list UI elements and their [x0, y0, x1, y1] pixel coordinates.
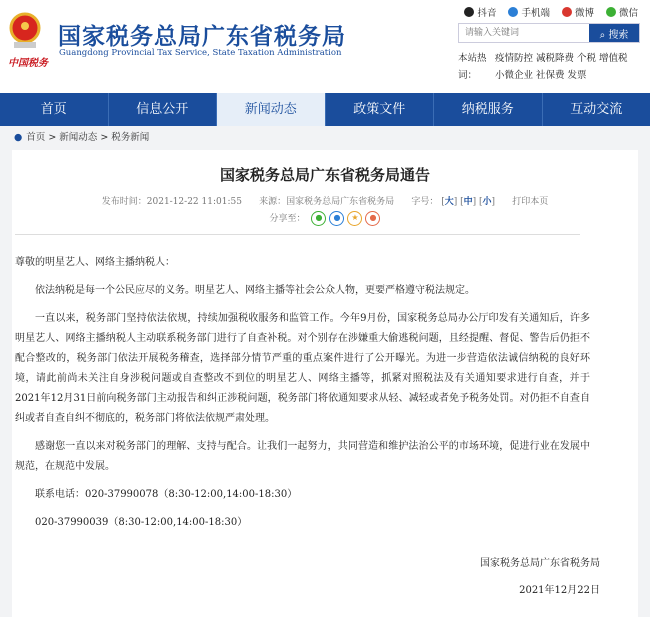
signature: 国家税务总局广东省税务局: [480, 558, 600, 569]
site-title[interactable]: 国家税务总局广东省税务局: [58, 24, 346, 50]
nav-news[interactable]: 新闻动态: [217, 93, 326, 126]
site-header: [0, 0, 650, 93]
location-pin-icon: ●: [14, 132, 23, 143]
national-emblem-icon: [6, 10, 44, 56]
douyin-icon: [464, 7, 474, 17]
article-title: 国家税务总局广东省税务局通告: [219, 166, 430, 184]
main-nav: [0, 93, 650, 126]
site-subtitle: Guangdong Provincial Tax Service, State Taxation Administration: [59, 48, 342, 58]
paragraph: 依法纳税是每一个公民应尽的义务。明星艺人、网络主播等社会公众人物，更要严格遵守税法规定。: [35, 285, 475, 296]
nav-home[interactable]: 首页: [0, 93, 109, 126]
paragraph: 一直以来，税务部门坚持依法依规，持续加强税收服务和监管工作。今年9月份，国家税务总局办公厅印发有关通知后，许多明星艺人、网络主播纳税人主动联系税务部门进行了自查补税。对个别存在涉嫌重大偷逃税问题，且经提醒、督促、警告后仍拒不配合整改的，税务部门依法开展税务稽查，选择部分情节严重的重点案件进行了公开曝光。为进一步营造依法诚信纳税的良好环境，请此前尚未关注自身涉税问题或自查整改不到位的明星艺人、网络主播等，抓紧对照税法及有关通知要求进行自查，并于2021年12月31日前向税务部门主动报告和纠正涉税问题，税务部门将依通知要求从轻、减轻或者免予税务处罚。对仍拒不自查自纠或者自查自纠不彻底的，税务部门将依法依规严肃处理。: [15, 313, 590, 424]
social-mobile[interactable]: 手机端: [508, 5, 550, 19]
weibo-share-icon[interactable]: ●: [365, 211, 380, 226]
nav-info[interactable]: 信息公开: [109, 93, 218, 126]
article-meta: 发布时间：2021-12-22 11:01:55 来源：国家税务总局广东省税务局 字号： [大] [中] [小] 打印本页: [101, 197, 549, 207]
weibo-icon: [562, 7, 572, 17]
divider: [15, 234, 580, 235]
signature-date: 2021年12月22日: [519, 585, 600, 596]
nav-interaction[interactable]: 互动交流: [570, 102, 623, 117]
wechat-share-icon[interactable]: ●: [311, 211, 326, 226]
social-links: [464, 5, 638, 19]
font-large[interactable]: 大: [444, 197, 454, 207]
nav-policy[interactable]: 政策文件: [326, 93, 435, 126]
search-box: [458, 23, 640, 43]
nav-service[interactable]: 纳税服务: [434, 93, 543, 126]
social-wechat[interactable]: 微信: [606, 5, 638, 19]
qq-share-icon[interactable]: ●: [329, 211, 344, 226]
breadcrumb: ● 首页 > 新闻动态 > 税务新闻: [14, 132, 150, 143]
logo-text: 中国税务: [8, 58, 48, 69]
hot-words: 本站热词： 疫情防控 减税降费 个税 增值税 小微企业 社保费 发票: [458, 50, 638, 84]
greeting: 尊敬的明星艺人、网络主播纳税人：: [15, 257, 175, 268]
article-panel: [12, 150, 638, 617]
print-link[interactable]: 打印本页: [512, 197, 549, 207]
article-body: [15, 253, 590, 541]
qzone-share-icon[interactable]: ★: [347, 211, 362, 226]
search-button[interactable]: ⌕ 搜索: [589, 24, 639, 42]
wechat-icon: [606, 7, 616, 17]
paragraph: 感谢您一直以来对税务部门的理解、支持与配合。让我们一起努力，共同营造和维护法治公平的市场环境，促进行业在发展中规范，在规范中发展。: [15, 441, 590, 472]
contact-phone-2: 020-37990039（8:30-12:00,14:00-18:30）: [35, 517, 248, 528]
social-weibo[interactable]: 微博: [562, 5, 594, 19]
social-douyin[interactable]: 抖音: [464, 5, 496, 19]
contact-phone-1: 联系电话：020-37990078（8:30-12:00,14:00-18:30）: [35, 489, 298, 500]
font-small[interactable]: 小: [482, 197, 492, 207]
signature-block: [480, 550, 600, 604]
hot-word-links[interactable]: 疫情防控 减税降费 个税 增值税 小微企业 社保费 发票: [495, 53, 628, 81]
share-bar: 分享至： ● ● ★ ●: [12, 211, 638, 226]
search-input[interactable]: [459, 24, 589, 42]
mobile-icon: [508, 7, 518, 17]
font-medium[interactable]: 中: [463, 197, 473, 207]
